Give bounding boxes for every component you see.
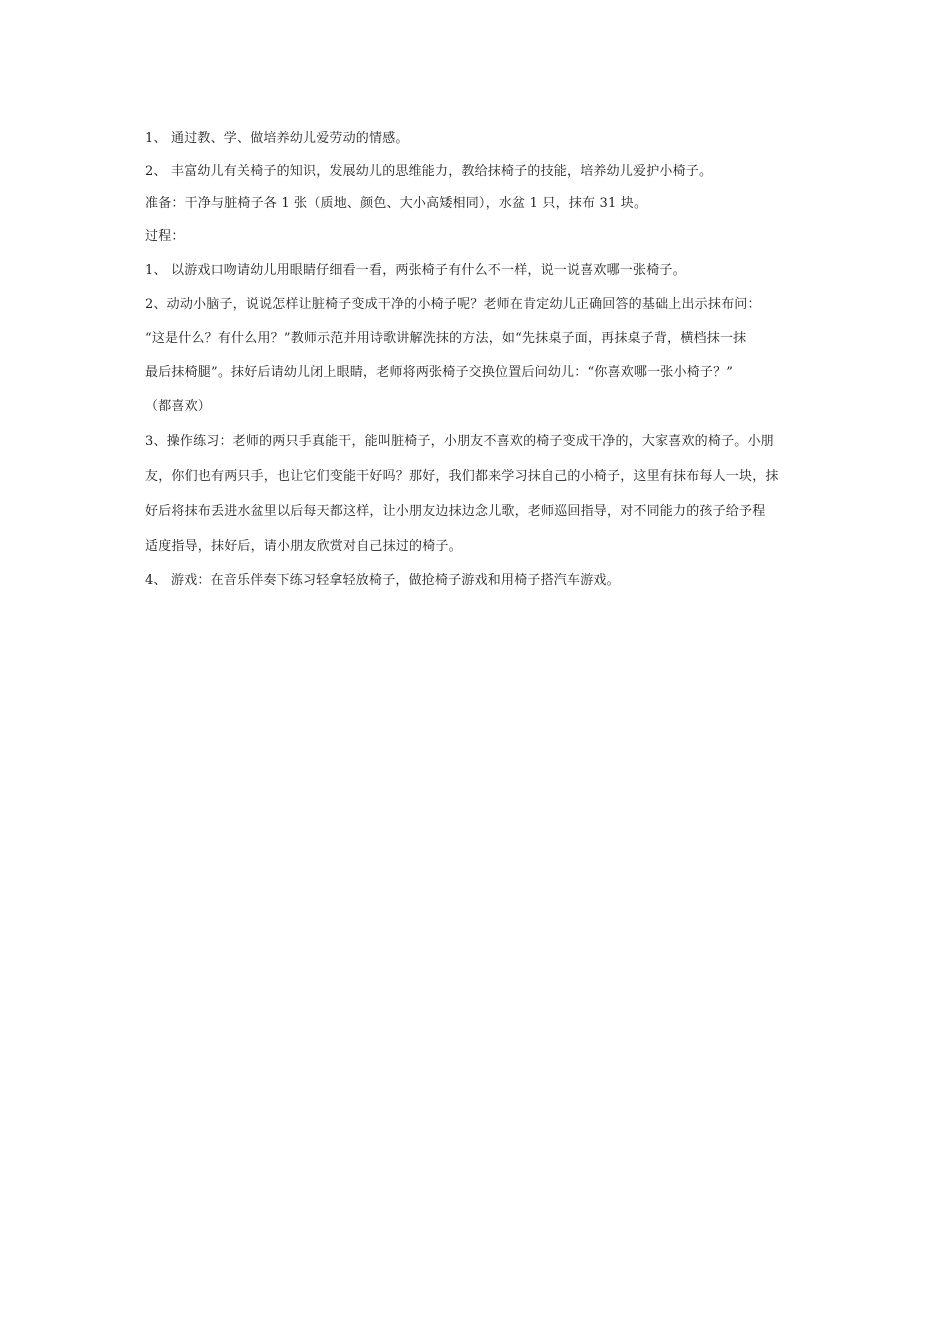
process-step-4: 4、 游戏：在音乐伴奏下练习轻拿轻放椅子，做抢椅子游戏和用椅子搭汽车游戏。 [145,573,620,588]
objective-line-1: 1、 通过教、学、做培养幼儿爱劳动的情感。 [145,131,409,146]
document-body [145,122,810,598]
process-step-2-line-1: 2、动动小脑子，说说怎样让脏椅子变成干净的小椅子呢？老师在肯定幼儿正确回答的基础上出示抹布问： [145,297,761,312]
process-step-3-line-2: 友，你们也有两只手，也让它们变能干好吗？那好，我们都来学习抹自己的小椅子，这里有抹布每人一块，抹 [145,469,779,484]
process-step-2-line-2: “这是什么？有什么用？”教师示范并用诗歌讲解洗抹的方法，如“先抹桌子面，再抹桌子背，横档抹一抹 [145,331,747,346]
process-step-1: 1、 以游戏口吻请幼儿用眼睛仔细看一看，两张椅子有什么不一样，说一说喜欢哪一张椅子。 [145,263,686,278]
objective-line-2: 2、 丰富幼儿有关椅子的知识，发展幼儿的思维能力，教给抹椅子的技能，培养幼儿爱护小椅子。 [145,164,713,179]
process-step-2-line-3: 最后抹椅腿”。抹好后请幼儿闭上眼睛，老师将两张椅子交换位置后问幼儿：“你喜欢哪一张小椅子？” [145,365,734,380]
process-heading: 过程： [145,229,185,244]
process-step-3-line-4: 适度指导，抹好后，请小朋友欣赏对自己抹过的椅子。 [145,539,462,554]
process-step-3-line-1: 3、操作练习：老师的两只手真能干，能叫脏椅子，小朋友不喜欢的椅子变成干净的，大家喜欢的椅子。小朋 [145,434,774,449]
preparation-line: 准备：干净与脏椅子各 1 张（质地、颜色、大小高矮相同），水盆 1 只，抹布 31 块。 [145,196,648,211]
process-step-3-line-3: 好后将抹布丢进水盆里以后每天都这样，让小朋友边抹边念儿歌，老师巡回指导，对不同能力的孩子给予程 [145,504,766,519]
process-step-2-line-4: （都喜欢） [145,399,212,414]
